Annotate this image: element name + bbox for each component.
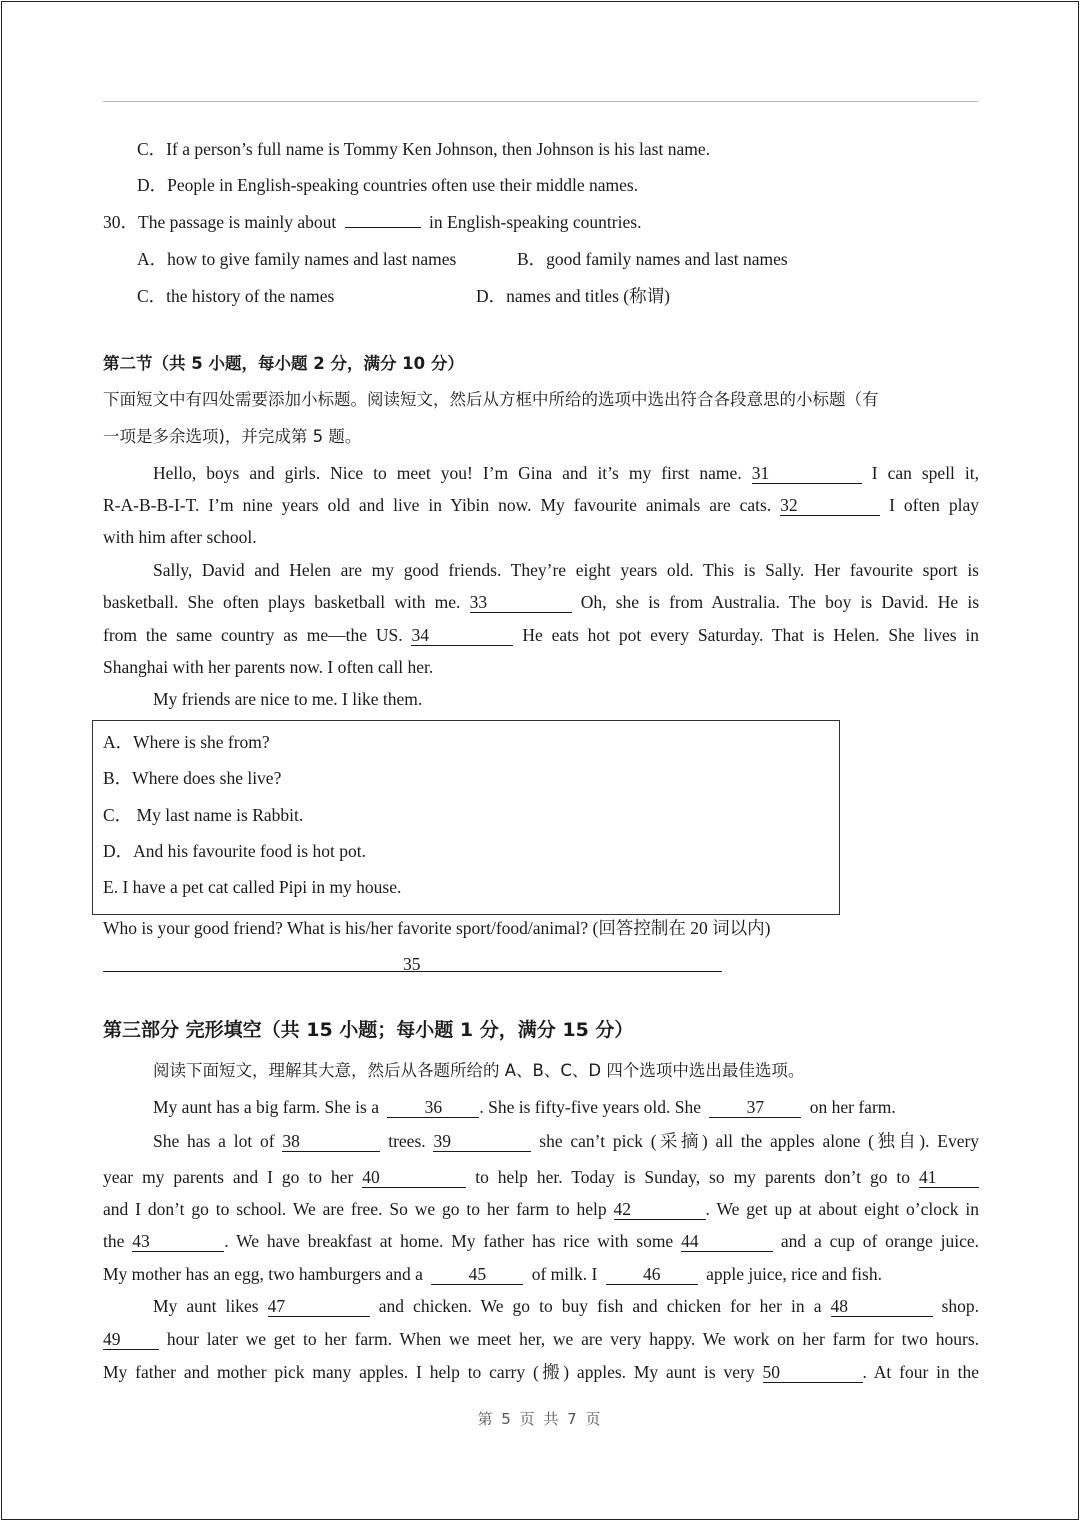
- blank-50: 50: [763, 1363, 863, 1383]
- blank-33: 33: [470, 593, 572, 613]
- section2-heading: 第二节（共 5 小题，每小题 2 分，满分 10 分）: [103, 354, 464, 373]
- cloze-text: to help her. Today is Sunday, so my parents don’t go to: [475, 1167, 911, 1187]
- cloze-text: and I don’t go to school. We are free. So we go to her farm to help: [103, 1199, 607, 1219]
- blank-34: 34: [411, 626, 513, 646]
- cloze-text: . We have breakfast at home. My father has rice with some: [224, 1231, 674, 1251]
- section3-heading: 第三部分 完形填空（共 15 小题；每小题 1 分，满分 15 分）: [103, 1019, 634, 1041]
- blank-48: 48: [831, 1297, 933, 1317]
- passage-line: [103, 591, 979, 613]
- passage-text: Oh, she is from Australia. The boy is David. He is: [580, 592, 979, 612]
- cloze-text: and chicken. We go to buy fish and chicken for her in a: [378, 1296, 822, 1316]
- cloze-text: My aunt likes: [153, 1296, 259, 1316]
- cloze-text: of milk. I: [531, 1264, 598, 1284]
- option-e: E. I have a pet cat called Pipi in my house.: [103, 877, 402, 897]
- option-a: A．Where is she from?: [103, 732, 270, 752]
- q30-option-b: B．good family names and last names: [517, 249, 788, 269]
- passage-line: My friends are nice to me. I like them.: [153, 689, 423, 709]
- blank-38: 38: [282, 1132, 380, 1152]
- cloze-line: [103, 1166, 979, 1188]
- cloze-line: [103, 1361, 979, 1383]
- blank-40: 40: [362, 1168, 466, 1188]
- cloze-text: trees.: [388, 1131, 426, 1151]
- passage-text: basketball. She often plays basketball with me.: [103, 592, 461, 612]
- option-b: B．Where does she live?: [103, 768, 282, 788]
- q29-option-c: C．If a person’s full name is Tommy Ken Johnson, then Johnson is his last name.: [137, 139, 710, 159]
- q30-stem: [103, 211, 641, 233]
- blank-36: 36: [387, 1098, 479, 1118]
- blank-41: 41: [919, 1168, 979, 1188]
- q35-answer-line: [103, 971, 722, 972]
- q30-stem-before: 30．The passage is mainly about: [103, 212, 337, 232]
- option-d: D．And his favourite food is hot pot.: [103, 841, 366, 861]
- blank-49: 49: [103, 1330, 159, 1350]
- passage-text: R-A-B-B-I-T. I’m nine years old and live in Yibin now. My favourite animals are cats.: [103, 495, 772, 515]
- cloze-text: hour later we get to her farm. When we meet her, we are very happy. We work on her farm for two hours.: [166, 1329, 979, 1349]
- passage-text: I can spell it,: [871, 463, 980, 483]
- cloze-text: . At four in the: [862, 1362, 979, 1382]
- passage-text: from the same country as me—the US.: [103, 625, 403, 645]
- cloze-line: [153, 1130, 979, 1152]
- q30-option-c: C．the history of the names: [137, 286, 335, 306]
- cloze-line: [103, 1263, 882, 1285]
- cloze-text: year my parents and I go to her: [103, 1167, 354, 1187]
- cloze-line: [103, 1230, 979, 1252]
- blank-31: 31: [752, 464, 862, 484]
- cloze-text: My mother has an egg, two hamburgers and a: [103, 1264, 423, 1284]
- passage-text: Hello, boys and girls. Nice to meet you! I’m Gina and it’s my first name.: [153, 463, 742, 483]
- passage-line: Sally, David and Helen are my good friends. They’re eight years old. This is Sally. Her favourite sport is: [153, 560, 979, 580]
- cloze-line: [103, 1328, 979, 1350]
- passage-line: [153, 462, 979, 484]
- cloze-text: She has a lot of: [153, 1131, 275, 1151]
- q35-prompt: Who is your good friend? What is his/her favorite sport/food/animal? (回答控制在 20 词以内): [103, 918, 771, 938]
- q29-option-d: D．People in English-speaking countries often use their middle names.: [137, 175, 639, 195]
- cloze-text: My aunt has a big farm. She is a: [153, 1097, 379, 1117]
- passage-line: with him after school.: [103, 527, 257, 547]
- passage-line: [103, 494, 979, 516]
- blank-32: 32: [780, 496, 880, 516]
- blank-39: 39: [433, 1132, 531, 1152]
- section3-instruction: 阅读下面短文，理解其大意，然后从各题所给的 A、B、C、D 四个选项中选出最佳选项。: [153, 1061, 805, 1080]
- cloze-text: and a cup of orange juice.: [780, 1231, 979, 1251]
- passage-text: He eats hot pot every Saturday. That is Helen. She lives in: [522, 625, 980, 645]
- section2-instruction-line2: 一项是多余选项)，并完成第 5 题。: [103, 427, 362, 446]
- cloze-line: [103, 1198, 979, 1220]
- blank-37: 37: [709, 1098, 801, 1118]
- blank-43: 43: [132, 1232, 224, 1252]
- option-c: C． My last name is Rabbit.: [103, 805, 304, 825]
- cloze-line: [153, 1096, 896, 1118]
- cloze-line: [153, 1295, 979, 1317]
- passage-line: [103, 624, 979, 646]
- cloze-text: . We get up at about eight o’clock in: [705, 1199, 979, 1219]
- blank-35: 35: [403, 954, 421, 974]
- q30-stem-after: in English-speaking countries.: [429, 212, 642, 232]
- blank-46: 46: [606, 1265, 698, 1285]
- cloze-text: . She is fifty-five years old. She: [479, 1097, 701, 1117]
- blank-45: 45: [431, 1265, 523, 1285]
- blank-44: 44: [681, 1232, 773, 1252]
- cloze-text: My father and mother pick many apples. I help to carry (搬) apples. My aunt is very: [103, 1362, 755, 1382]
- blank-42: 42: [614, 1200, 706, 1220]
- passage-line: Shanghai with her parents now. I often call her.: [103, 657, 434, 677]
- header-rule: [103, 101, 978, 102]
- passage-text: I often play: [889, 495, 979, 515]
- cloze-text: the: [103, 1231, 125, 1251]
- page-footer: 第 5 页 共 7 页: [477, 1410, 603, 1428]
- cloze-text: apple juice, rice and fish.: [706, 1264, 882, 1284]
- blank-47: 47: [268, 1297, 370, 1317]
- cloze-text: on her farm.: [809, 1097, 896, 1117]
- q30-blank: [345, 227, 421, 228]
- cloze-text: she can’t pick (采摘) all the apples alone (独自). Every: [539, 1131, 980, 1151]
- section2-instruction-line1: 下面短文中有四处需要添加小标题。阅读短文，然后从方框中所给的选项中选出符合各段意思的小标题（有: [103, 390, 879, 409]
- q30-option-d: D．names and titles (称谓): [476, 286, 670, 306]
- q30-option-a: A．how to give family names and last names: [137, 249, 457, 269]
- cloze-text: shop.: [941, 1296, 980, 1316]
